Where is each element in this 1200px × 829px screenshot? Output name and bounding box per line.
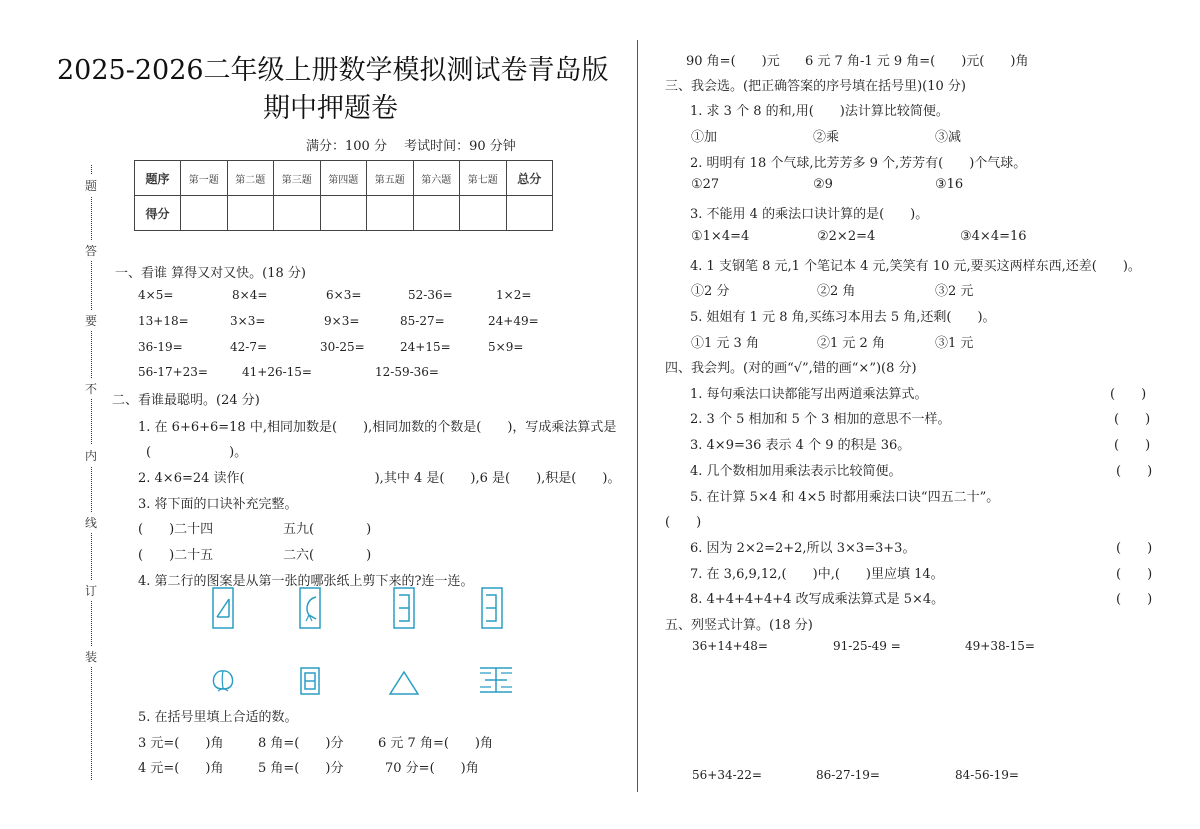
unit-blank: 4 元=( )角 [138,761,224,776]
section-2-title: 二、看谁最聪明。(24 分) [112,393,260,408]
choice-option[interactable]: ②1 元 2 角 [817,336,885,351]
calc-item: 52-36= [408,288,453,302]
mnemonic-blank: ( )二十四 [138,522,214,537]
mnemonic-blank: 二六( ) [283,548,372,563]
binding-char: 装 [85,646,97,667]
vertical-calc-item: 36+14+48= [692,639,768,653]
unit-blank: 6 元 7 角-1 元 9 角=( )元( )角 [805,54,1029,69]
calc-item: 13+18= [138,314,189,328]
paper-sheet-2[interactable] [299,587,323,631]
exam-info: 满分：100 分 考试时间：90 分钟 [306,139,516,154]
choice-option[interactable]: ③16 [935,177,964,192]
choice-option[interactable]: ①2 分 [691,284,730,299]
choice-question: 5. 姐姐有 1 元 8 角,买练习本用去 5 角,还剩( )。 [690,310,996,325]
choice-option[interactable]: ①加 [691,130,718,145]
binding-char: 线 [85,512,97,533]
choice-option[interactable]: ①1 元 3 角 [691,336,759,351]
section-1-title: 一、看谁 算得又对又快。(18 分) [115,266,306,281]
score-cell[interactable] [274,196,321,231]
vertical-calc-item: 86-27-19= [816,768,880,782]
question-2-1: 1. 在 6+6+6=18 中,相同加数是( ),相同加数的个数是( )，写成乘法算式是 [138,420,617,435]
judge-bracket[interactable]: ( ) [1114,412,1151,427]
choice-option[interactable]: ②2 角 [817,284,856,299]
question-2-5: 5. 在括号里填上合适的数。 [138,710,298,725]
judge-item: 4. 几个数相加用乘法表示比较简便。 [690,464,902,479]
vertical-calc-item: 49+38-15= [965,639,1035,653]
score-cell[interactable] [181,196,228,231]
calc-item: 6×3= [326,288,362,302]
choice-question: 2. 明明有 18 个气球,比芳芳多 9 个,芳芳有( )个气球。 [690,156,1027,171]
choice-option[interactable]: ③减 [935,130,962,145]
calc-item: 24+49= [488,314,539,328]
judge-item: 1. 每句乘法口诀都能写出两道乘法算式。 [690,387,928,402]
page-title: 2025-2026二年级上册数学模拟测试卷青岛版 [57,55,609,86]
judge-item: 8. 4+4+4+4+4 改写成乘法算式是 5×4。 [690,592,945,607]
score-col: 第六题 [413,161,460,196]
score-total-header: 总分 [506,161,553,196]
vertical-calc-item: 91-25-49 = [833,639,901,653]
question-2-3: 3. 将下面的口诀补充完整。 [138,497,298,512]
judge-bracket[interactable]: ( ) [1114,438,1151,453]
paper-sheet-3[interactable] [393,587,417,631]
calc-item: 24+15= [400,340,451,354]
binding-char: 要 [85,310,97,331]
judge-item: 6. 因为 2×2=2+2,所以 3×3=3+3。 [690,541,916,556]
binding-char: 订 [85,580,97,601]
peach-icon[interactable] [209,664,237,692]
choice-question: 1. 求 3 个 8 的和,用( )法计算比较简便。 [690,104,949,119]
choice-option[interactable]: ③1 元 [935,336,974,351]
column-divider [637,40,638,792]
judge-bracket[interactable]: ( ) [1116,592,1153,607]
question-2-4: 4. 第二行的图案是从第一张的哪张纸上剪下来的?连一连。 [138,574,474,589]
calc-item: 8×4= [232,288,268,302]
unit-blank: 3 元=( )角 [138,736,224,751]
judge-item: 5. 在计算 5×4 和 4×5 时都用乘法口诀“四五二十”。 [690,490,1000,505]
calc-item: 41+26-15= [242,365,312,379]
score-cell[interactable] [506,196,553,231]
binding-char: 题 [85,175,97,196]
section-4-title: 四、我会判。(对的画“√”,错的画“×”)(8 分) [665,361,917,376]
score-col: 第四题 [320,161,367,196]
score-table-header: 题序 [135,161,181,196]
judge-bracket[interactable]: ( ) [665,515,702,530]
judge-bracket[interactable]: ( ) [1116,541,1153,556]
square-grid-icon[interactable] [299,666,323,696]
choice-question: 3. 不能用 4 的乘法口诀计算的是( )。 [690,207,929,222]
vertical-calc-item: 84-56-19= [955,768,1019,782]
judge-bracket[interactable]: ( ) [1116,567,1153,582]
question-2-2: 2. 4×6=24 读作( ),其中 4 是( ),6 是( ),积是( )。 [138,471,621,486]
choice-option[interactable]: ②乘 [813,130,840,145]
choice-option[interactable]: ①27 [691,177,720,192]
paper-sheet-4[interactable] [481,587,505,631]
unit-blank: 90 角=( )元 [686,54,780,69]
choice-option[interactable]: ①1×4=4 [691,229,750,244]
score-col: 第五题 [367,161,414,196]
section-3-title: 三、我会选。(把正确答案的序号填在括号里)(10 分) [665,79,966,94]
calc-item: 56-17+23= [138,365,208,379]
score-cell[interactable] [367,196,414,231]
judge-item: 3. 4×9=36 表示 4 个 9 的积是 36。 [690,438,911,453]
score-col: 第二题 [227,161,274,196]
judge-bracket[interactable]: ( ) [1110,387,1147,402]
calc-item: 4×5= [138,288,174,302]
choice-option[interactable]: ③4×4=16 [960,229,1027,244]
binding-char: 内 [85,445,97,466]
binding-char: 不 [85,378,97,399]
judge-bracket[interactable]: ( ) [1116,464,1153,479]
judge-item: 7. 在 3,6,9,12,( )中,( )里应填 14。 [690,567,944,582]
unit-blank: 8 角=( )分 [258,736,344,751]
choice-option[interactable]: ②9 [813,177,833,192]
calc-item: 85-27= [400,314,445,328]
choice-option[interactable]: ②2×2=4 [817,229,876,244]
king-character-icon[interactable] [477,664,515,696]
vertical-calc-item: 56+34-22= [692,768,762,782]
score-cell[interactable] [227,196,274,231]
mnemonic-blank: 五九( ) [283,522,372,537]
binding-char: 答 [85,240,97,261]
calc-item: 3×3= [230,314,266,328]
calc-item: 12-59-36= [375,365,439,379]
calc-item: 9×3= [324,314,360,328]
mnemonic-blank: ( )二十五 [138,548,214,563]
calc-item: 42-7= [230,340,268,354]
unit-blank: 70 分=( )角 [385,761,479,776]
calc-item: 30-25= [320,340,365,354]
section-5-title: 五、列竖式计算。(18 分) [665,618,813,633]
score-cell[interactable] [460,196,507,231]
score-cell[interactable] [320,196,367,231]
score-cell[interactable] [413,196,460,231]
calc-item: 1×2= [496,288,532,302]
score-table [134,160,553,231]
score-col: 第七题 [460,161,507,196]
calc-item: 36-19= [138,340,183,354]
score-col: 第一题 [181,161,228,196]
paper-sheet-1[interactable] [212,587,236,631]
choice-option[interactable]: ③2 元 [935,284,974,299]
page-subtitle: 期中押题卷 [263,93,398,124]
score-row-header: 得分 [135,196,181,231]
triangle-icon[interactable] [388,670,420,696]
choice-question: 4. 1 支钢笔 8 元,1 个笔记本 4 元,笑笑有 10 元,要买这两样东西,还差( )。 [690,259,1141,274]
unit-blank: 6 元 7 角=( )角 [378,736,493,751]
score-col: 第三题 [274,161,321,196]
unit-blank: 5 角=( )分 [258,761,344,776]
calc-item: 5×9= [488,340,524,354]
question-2-1-answer: ( )。 [146,445,248,460]
judge-item: 2. 3 个 5 相加和 5 个 3 相加的意思不一样。 [690,412,951,427]
